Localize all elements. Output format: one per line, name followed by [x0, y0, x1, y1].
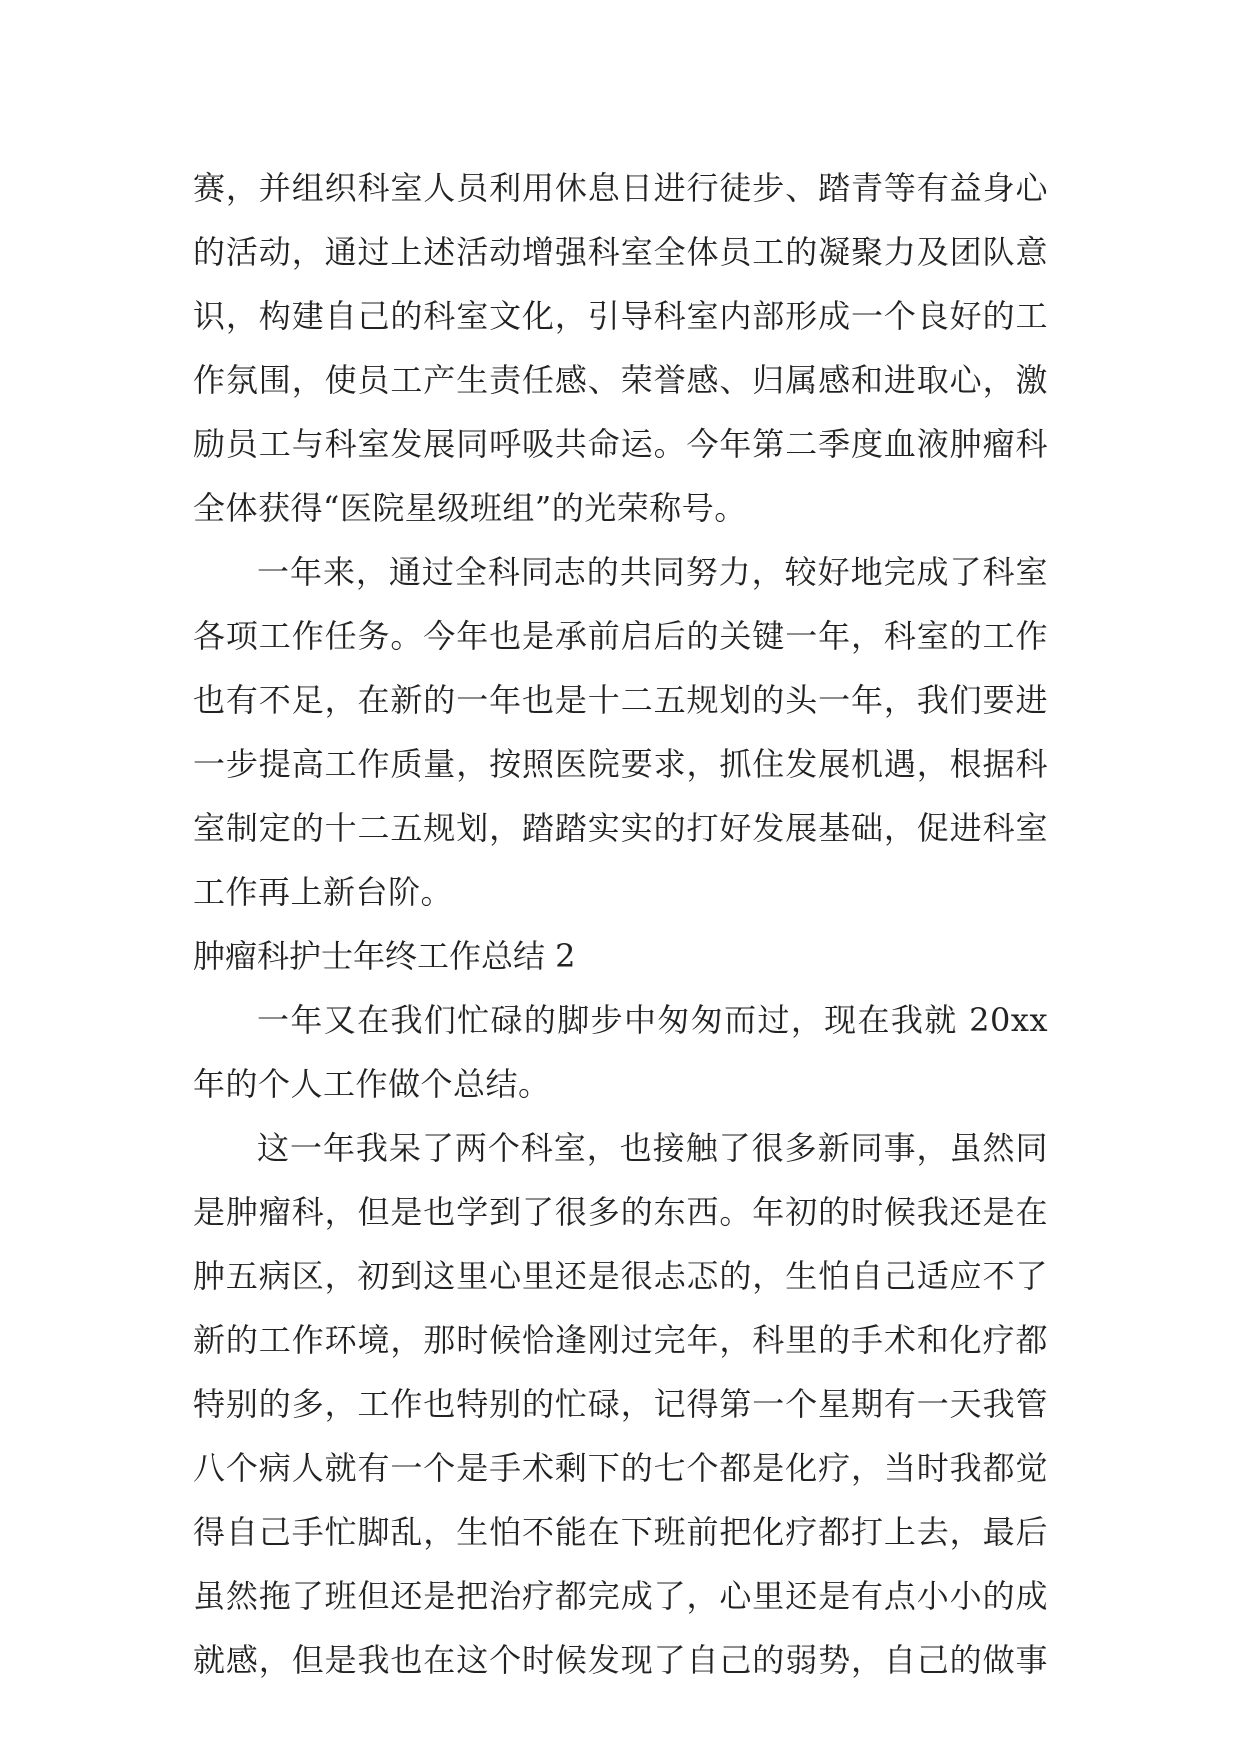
text-line: 一年来，通过全科同志的共同努力，较好地完成了科室 — [257, 553, 1048, 591]
text-line: 特别的多，工作也特别的忙碌，记得第一个星期有一天我管 — [193, 1385, 1048, 1423]
section-heading: 肿瘤科护士年终工作总结 2 — [193, 937, 576, 975]
text-line: 一年又在我们忙碌的脚步中匆匆而过，现在我就 20xx — [257, 1001, 1048, 1039]
text-line: 八个病人就有一个是手术剩下的七个都是化疗，当时我都觉 — [193, 1449, 1048, 1487]
text-line: 这一年我呆了两个科室，也接触了很多新同事，虽然同 — [257, 1129, 1048, 1167]
text-line: 工作再上新台阶。 — [193, 873, 454, 911]
text-line: 全体获得“医院星级班组”的光荣称号。 — [193, 489, 747, 527]
text-line: 是肿瘤科，但是也学到了很多的东西。年初的时候我还是在 — [193, 1193, 1048, 1231]
document-body — [193, 156, 1048, 1692]
text-line: 励员工与科室发展同呼吸共命运。今年第二季度血液肿瘤科 — [193, 425, 1048, 463]
text-line: 年的个人工作做个总结。 — [193, 1065, 551, 1103]
text-line: 作氛围，使员工产生责任感、荣誉感、归属感和进取心，激 — [193, 361, 1048, 399]
text-line: 新的工作环境，那时候恰逢刚过完年，科里的手术和化疗都 — [193, 1321, 1048, 1359]
text-line: 得自己手忙脚乱，生怕不能在下班前把化疗都打上去，最后 — [193, 1513, 1048, 1551]
text-line: 虽然拖了班但还是把治疗都完成了，心里还是有点小小的成 — [193, 1577, 1048, 1615]
text-line: 各项工作任务。今年也是承前启后的关键一年，科室的工作 — [193, 617, 1048, 655]
text-line: 室制定的十二五规划，踏踏实实的打好发展基础，促进科室 — [193, 809, 1048, 847]
text-line: 一步提高工作质量，按照医院要求，抓住发展机遇，根据科 — [193, 745, 1048, 783]
text-line: 赛，并组织科室人员利用休息日进行徒步、踏青等有益身心 — [193, 169, 1048, 207]
text-line: 也有不足，在新的一年也是十二五规划的头一年，我们要进 — [193, 681, 1048, 719]
text-line: 就感，但是我也在这个时候发现了自己的弱势，自己的做事 — [193, 1641, 1048, 1679]
text-line: 的活动，通过上述活动增强科室全体员工的凝聚力及团队意 — [193, 233, 1048, 271]
text-line: 肿五病区，初到这里心里还是很忐忑的，生怕自己适应不了 — [193, 1257, 1048, 1295]
text-line: 识，构建自己的科室文化，引导科室内部形成一个良好的工 — [193, 297, 1048, 335]
